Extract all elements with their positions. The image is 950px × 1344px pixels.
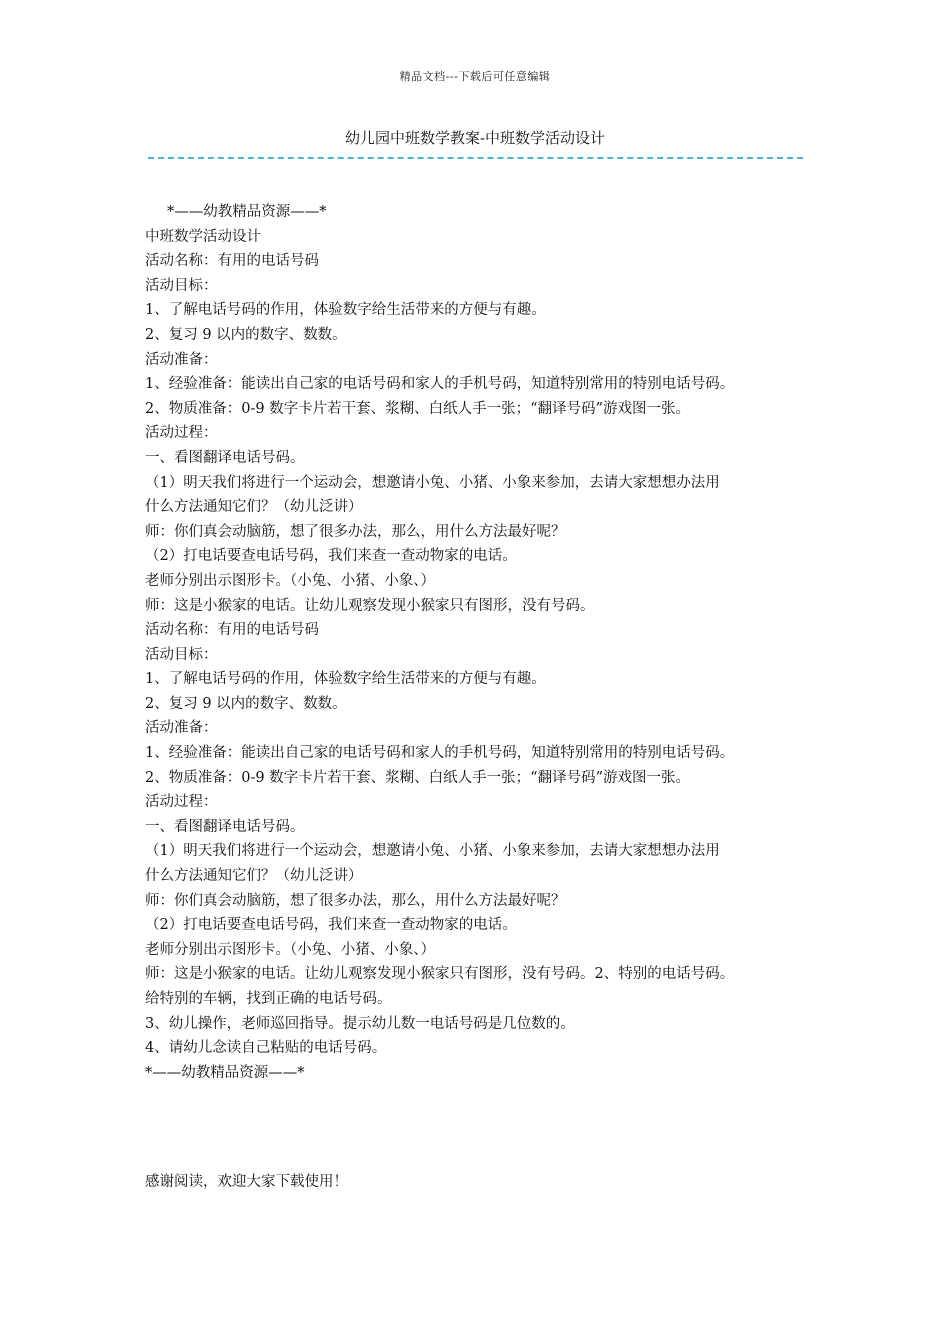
body-line: 1、了解电话号码的作用，体验数字给生活带来的方便与有趣。 [145, 671, 546, 688]
body-line: *——幼教精品资源——* [167, 204, 327, 220]
body-line: 活动目标： [145, 277, 218, 294]
body-line: （1）明天我们将进行一个运动会，想邀请小兔、小猪、小象来参加，去请大家想想办法用 [145, 474, 720, 491]
body-line: 活动准备： [145, 351, 218, 368]
body-line: 活动过程： [145, 794, 218, 811]
document-body [145, 200, 835, 1085]
header-note: 精品文档---下载后可任意编辑 [399, 70, 551, 83]
body-line: 1、经验准备：能读出自己家的电话号码和家人的手机号码，知道特别常用的特别电话号码。 [145, 376, 735, 393]
body-line: 1、经验准备：能读出自己家的电话号码和家人的手机号码，知道特别常用的特别电话号码。 [145, 745, 735, 762]
body-line: 活动名称：有用的电话号码 [145, 622, 319, 639]
body-line: 1、了解电话号码的作用，体验数字给生活带来的方便与有趣。 [145, 302, 546, 319]
body-line: 2、物质准备：0-9 数字卡片若干套、浆糊、白纸人手一张；“翻译号码”游戏图一张。 [145, 400, 691, 417]
body-line: 活动过程： [145, 425, 218, 442]
body-line: 师：你们真会动脑筋，想了很多办法，那么，用什么方法最好呢？ [145, 523, 566, 540]
body-line: （2）打电话要查电话号码，我们来查一查动物家的电话。 [145, 917, 517, 934]
body-line: 2、复习 9 以内的数字、数数。 [145, 326, 347, 343]
body-line: 活动准备： [145, 720, 218, 737]
body-line: 老师分别出示图形卡。（小兔、小猪、小象、） [145, 572, 435, 589]
body-line: 中班数学活动设计 [145, 228, 261, 245]
body-line: 师：这是小猴家的电话。让幼儿观察发现小猴家只有图形，没有号码。 [145, 597, 595, 614]
body-line: *——幼教精品资源——* [145, 1064, 305, 1081]
body-line: 给特别的车辆，找到正确的电话号码。 [145, 991, 392, 1007]
body-line: 什么方法通知它们？（幼儿泛讲） [145, 499, 363, 516]
body-line: （2）打电话要查电话号码，我们来查一查动物家的电话。 [145, 548, 517, 565]
body-line: （1）明天我们将进行一个运动会，想邀请小兔、小猪、小象来参加，去请大家想想办法用 [145, 843, 720, 860]
body-line: 活动目标： [145, 646, 218, 663]
title-divider [148, 157, 803, 159]
body-line: 4、请幼儿念读自己粘贴的电话号码。 [145, 1040, 387, 1057]
body-line: 一、看图翻译电话号码。 [145, 449, 305, 466]
body-line: 2、物质准备：0-9 数字卡片若干套、浆糊、白纸人手一张；“翻译号码”游戏图一张。 [145, 769, 691, 786]
document-title: 幼儿园中班数学教案-中班数学活动设计 [344, 129, 606, 147]
body-line: 什么方法通知它们？（幼儿泛讲） [145, 868, 363, 885]
body-line: 一、看图翻译电话号码。 [145, 818, 305, 835]
body-line: 活动名称：有用的电话号码 [145, 253, 319, 270]
closing-note: 感谢阅读，欢迎大家下载使用！ [145, 1174, 348, 1190]
body-line: 师：你们真会动脑筋，想了很多办法，那么，用什么方法最好呢？ [145, 892, 566, 909]
body-line: 师：这是小猴家的电话。让幼儿观察发现小猴家只有图形，没有号码。2、特别的电话号码。 [145, 966, 735, 983]
body-line: 老师分别出示图形卡。（小兔、小猪、小象、） [145, 941, 435, 958]
body-line: 3、幼儿操作，老师巡回指导。提示幼儿数一电话号码是几位数的。 [145, 1015, 575, 1032]
body-line: 2、复习 9 以内的数字、数数。 [145, 695, 347, 712]
